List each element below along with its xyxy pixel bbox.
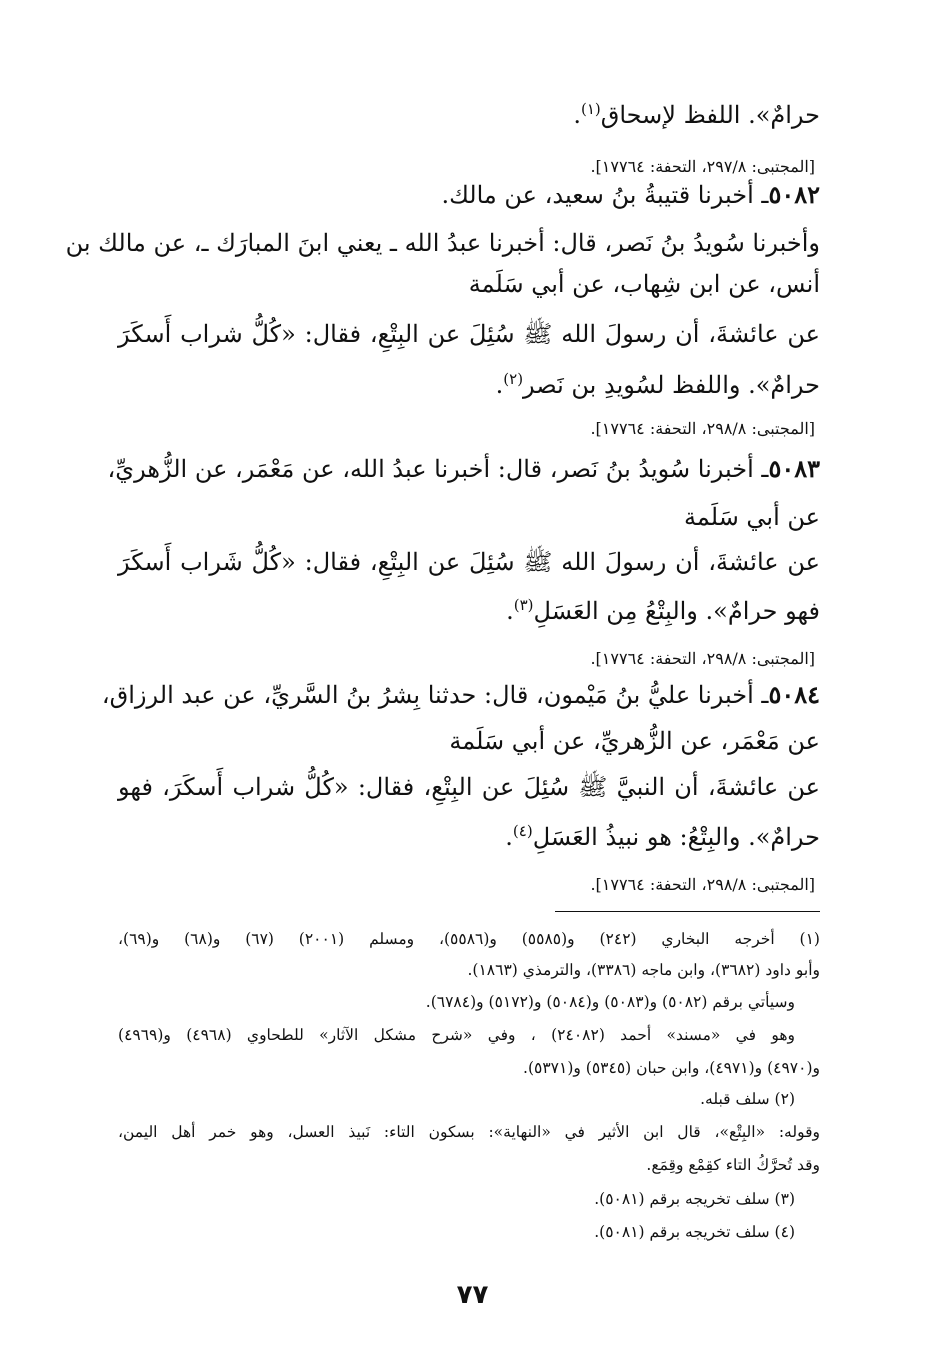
footnote-line: وسيأتي برقم (٥٠٨٢) و(٥٠٨٣) و(٥٠٨٤) و(٥١٧٢) و(٦٧٨٤).	[425, 993, 795, 1011]
footnote-line: (٢) سلف قبله.	[700, 1090, 795, 1108]
text-line: حرامٌ». والبِتْعُ: هو نبيذُ العَسَلِ$^{(٤)}$.	[505, 822, 820, 851]
text-line: عن عائشةَ، أن النبيَّ ﷺ سُئِلَ عن البِتْعِ، فقال: «كُلُّ شراب أَسكَرَ، فهو	[118, 773, 820, 801]
text-line: حرامٌ». اللفظ لإسحاق$^{(١)}$.	[573, 100, 820, 129]
footnote-line: (٤) سلف تخريجه برقم (٥٠٨١).	[594, 1223, 795, 1241]
text-line: عن عائشةَ، أن رسولَ الله ﷺ سُئِلَ عن البِتْعِ، فقال: «كُلُّ شَراب أَسكَرَ	[118, 548, 820, 576]
page-number: ٧٧	[456, 1280, 489, 1310]
reference-line: [المجتبى: ٢٩٧/٨، التحفة: ١٧٧٦٤].	[590, 157, 815, 176]
footnote-marker: (٢)	[503, 370, 524, 388]
footnote-line: (٣) سلف تخريجه برقم (٥٠٨١).	[594, 1190, 795, 1208]
footnote-line: وهو في «مسند» أحمد (٢٤٠٨٢) ، وفي «شرح مشكل الآثار» للطحاوي (٤٩٦٨) و(٤٩٦٩)	[118, 1026, 795, 1044]
reference-line: [المجتبى: ٢٩٨/٨، التحفة: ١٧٧٦٤].	[590, 649, 815, 668]
hadith-number: ٥٠٨٢	[768, 180, 820, 209]
reference-line: [المجتبى: ٢٩٨/٨، التحفة: ١٧٧٦٤].	[590, 875, 815, 894]
hadith-number: ٥٠٨٤	[768, 680, 820, 709]
footnote-line: (١) أخرجه البخاري (٢٤٢) و(٥٥٨٥) و(٥٥٨٦)، ومسلم (٢٠٠١) (٦٧) و(٦٨) و(٦٩)،	[118, 930, 820, 948]
text-line: عن مَعْمَر، عن الزُّهريِّ، عن أبي سَلَمة	[449, 727, 820, 755]
text-line: عن عائشةَ، أن رسولَ الله ﷺ سُئِلَ عن البِتْعِ، فقال: «كُلُّ شراب أَسكَرَ	[118, 320, 820, 348]
hadith-number: ٥٠٨٣	[768, 454, 820, 483]
footnote-line: وقوله: «البِتْع»، قال ابن الأثير في «النهاية»: بسكون التاء: نَبيذ العسل، وهو خمر أهل اليمن،	[118, 1123, 820, 1141]
footnote-line: و(٤٩٧٠) و(٤٩٧١)، وابن حبان (٥٣٤٥) و(٥٣٧١).	[523, 1059, 820, 1077]
footnote-marker: (٤)	[512, 822, 533, 840]
hadith-header-5084: ٥٠٨٤ـ أخبرنا عليُّ بنُ مَيْمون، قال: حدثنا بِشرُ بنُ السَّريِّ، عن عبد الرزاق،	[101, 680, 820, 709]
text-line: أنس، عن ابن شِهاب، عن أبي سَلَمة	[468, 270, 820, 298]
footnote-marker: (٣)	[513, 596, 534, 614]
reference-line: [المجتبى: ٢٩٨/٨، التحفة: ١٧٧٦٤].	[590, 419, 815, 438]
text-line: عن أبي سَلَمة	[684, 503, 820, 531]
hadith-header-5083: ٥٠٨٣ـ أخبرنا سُويدُ بنُ نَصر، قال: أخبرنا عبدُ الله، عن مَعْمَر، عن الزُّهريِّ،	[107, 454, 820, 483]
footnote-line: وقد تُحرَّكُ التاء كقِمْع وقِمَع.	[646, 1156, 820, 1174]
text-line: حرامٌ». واللفظ لسُويدِ بن نَصر$^{(٢)}$.	[495, 370, 820, 399]
footnote-marker: (١)	[580, 100, 601, 118]
footnote-separator	[555, 911, 820, 912]
text-line: وأخبرنا سُويدُ بنُ نَصر، قال: أخبرنا عبدُ الله ـ يعني ابنَ المبارَك ـ، عن مالك بن	[65, 229, 820, 257]
text-line: فهو حرامٌ». والبِتْعُ مِن العَسَلِ$^{(٣)}$.	[506, 596, 820, 625]
hadith-header-5082: ٥٠٨٢ـ أخبرنا قتيبةُ بنُ سعيد، عن مالك.	[441, 180, 820, 209]
footnote-line: وأبو داود (٣٦٨٢)، وابن ماجه (٣٣٨٦)، والترمذي (١٨٦٣).	[467, 961, 820, 979]
